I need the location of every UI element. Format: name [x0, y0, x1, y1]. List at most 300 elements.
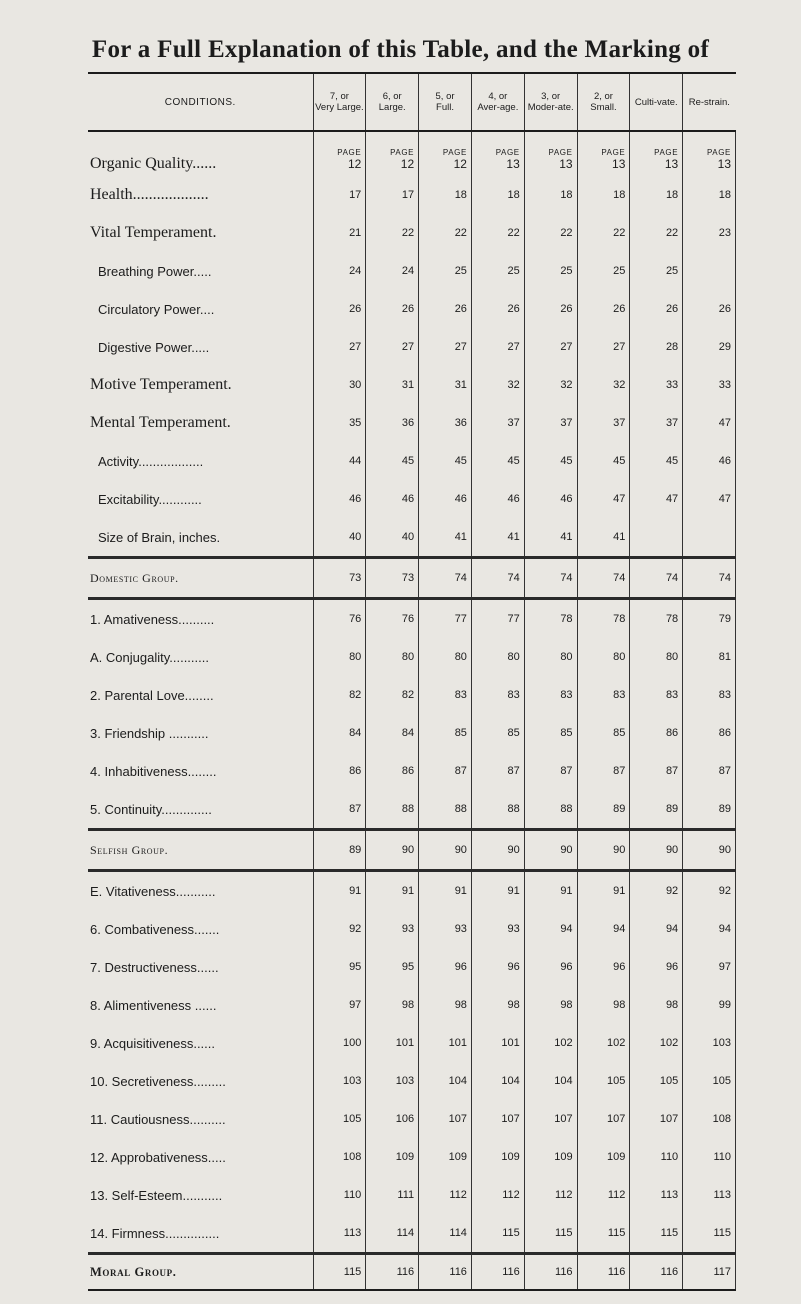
page-number-cell [419, 252, 472, 290]
page-number: 13 [506, 157, 520, 171]
page-number: 116 [607, 1266, 626, 1278]
column-name: Very Large. [315, 102, 364, 113]
page-number-cell [313, 986, 366, 1024]
page-number: 115 [713, 1227, 731, 1239]
table-row [88, 252, 736, 290]
page-number: 90 [718, 844, 731, 856]
page-number-cell [313, 328, 366, 366]
page-number-cell [313, 442, 366, 480]
page-number-cell [524, 131, 577, 176]
condition-label: Breathing Power..... [88, 252, 313, 290]
condition-label: 3. Friendship ........... [88, 714, 313, 752]
page-number: 26 [454, 303, 467, 315]
page-number: 110 [660, 1151, 679, 1163]
page-number-cell [471, 131, 524, 176]
page-number-cell [471, 676, 524, 714]
page-number: 89 [665, 803, 679, 815]
page-number-cell [419, 176, 472, 214]
page-number: 74 [454, 572, 467, 584]
page-number-cell [524, 176, 577, 214]
page-caption: PAGE [337, 148, 362, 157]
page-number-cell [630, 1138, 683, 1176]
page-number: 46 [454, 493, 467, 505]
page-number: 98 [613, 999, 626, 1011]
page-number: 89 [718, 803, 731, 815]
page-number-cell [524, 830, 577, 871]
page-number-cell [366, 676, 419, 714]
page-number: 33 [718, 379, 731, 391]
page-number: 37 [665, 417, 679, 429]
page-number-cell [366, 790, 419, 830]
table-row [88, 404, 736, 442]
page-number-cell [524, 214, 577, 252]
page-number: 13 [612, 157, 626, 171]
table-row [88, 176, 736, 214]
page-caption: PAGE [495, 148, 520, 157]
page-number-cell [524, 948, 577, 986]
page-number-cell [313, 790, 366, 830]
page-number: 21 [349, 227, 362, 239]
page-number-cell [471, 176, 524, 214]
page-number: 94 [613, 923, 626, 935]
page-number: 115 [343, 1266, 362, 1278]
page-number-cell [471, 752, 524, 790]
column-name: Culti-vate. [634, 96, 678, 108]
page-number: 97 [718, 961, 731, 973]
page-number-cell [366, 558, 419, 599]
page-number: 84 [401, 727, 415, 739]
page-number: 102 [607, 1037, 626, 1049]
page-number: 77 [454, 613, 467, 625]
page-number-cell [471, 366, 524, 404]
page-caption: PAGE [654, 148, 679, 157]
page-number-cell [630, 328, 683, 366]
page-number: 46 [507, 493, 520, 505]
page-number-cell [577, 518, 630, 558]
page-number-cell [313, 948, 366, 986]
page-number: 101 [448, 1037, 467, 1049]
page-number-cell [524, 871, 577, 911]
page-number: 18 [560, 189, 573, 201]
page-number: 83 [507, 689, 520, 701]
page-number-cell [366, 1254, 419, 1291]
page-number: 26 [613, 303, 626, 315]
page-number: 96 [507, 961, 520, 973]
page-number: 100 [342, 1037, 362, 1049]
page-number-cell [683, 910, 736, 948]
column-number: 2, or [593, 91, 613, 102]
page-number-cell [419, 599, 472, 639]
table-row [88, 638, 736, 676]
page-number-cell [683, 1138, 736, 1176]
page-number-cell [471, 714, 524, 752]
page-number: 81 [718, 651, 731, 663]
page-number-cell [419, 986, 472, 1024]
page-number-cell [683, 948, 736, 986]
page-number: 90 [507, 844, 520, 856]
page-number-cell [419, 1024, 472, 1062]
page-number: 88 [560, 803, 573, 815]
page-number-cell [630, 599, 683, 639]
page-number-cell [471, 871, 524, 911]
page-number-cell [419, 910, 472, 948]
page-number-cell [366, 1176, 419, 1214]
column-name: Moder-ate. [527, 102, 574, 113]
page-number: 89 [613, 803, 626, 815]
page-number-cell [313, 676, 366, 714]
page-number: 103 [712, 1037, 731, 1049]
page-number-cell [577, 1062, 630, 1100]
page-number-cell [524, 676, 577, 714]
table-row [88, 599, 736, 639]
page-number: 47 [718, 493, 731, 505]
page-number-cell [471, 442, 524, 480]
page-number: 80 [349, 651, 362, 663]
page-number: 32 [507, 379, 520, 391]
page-number: 112 [607, 1189, 626, 1201]
page-number: 86 [401, 765, 415, 777]
page-number-cell [524, 1214, 577, 1254]
page-number: 91 [349, 885, 362, 897]
column-header [366, 73, 419, 131]
page-number: 27 [454, 341, 467, 353]
page-caption: PAGE [442, 148, 467, 157]
page-number-cell [313, 752, 366, 790]
page-number-cell [471, 1214, 524, 1254]
page-number-cell [524, 1062, 577, 1100]
page-number-cell [471, 1176, 524, 1214]
page-number: 102 [659, 1037, 679, 1049]
page-number-cell [577, 290, 630, 328]
page-number: 89 [349, 844, 362, 856]
page-number-cell [683, 252, 736, 290]
column-number: 4, or [488, 91, 508, 102]
page-number-cell [366, 252, 419, 290]
page-number: 92 [349, 923, 362, 935]
page-number-cell [419, 1254, 472, 1291]
page-number: 113 [660, 1189, 679, 1201]
table-row [88, 986, 736, 1024]
page-number-cell [524, 599, 577, 639]
page-number: 98 [560, 999, 573, 1011]
page-number-cell [683, 1254, 736, 1291]
page-number-cell [471, 1024, 524, 1062]
page-number-cell [630, 948, 683, 986]
page-number: 108 [712, 1113, 731, 1125]
condition-label: Activity.................. [88, 442, 313, 480]
page-number: 96 [454, 961, 467, 973]
page-number-cell [313, 638, 366, 676]
page-number: 26 [401, 303, 415, 315]
page-number: 108 [342, 1151, 362, 1163]
page-number: 25 [560, 265, 573, 277]
page-number: 85 [454, 727, 467, 739]
page-number: 109 [501, 1151, 520, 1163]
page-number: 25 [665, 265, 679, 277]
page-number: 83 [560, 689, 573, 701]
page-number-cell [366, 131, 419, 176]
page-number: 99 [718, 999, 731, 1011]
page-number: 105 [342, 1113, 362, 1125]
page-number-cell [366, 518, 419, 558]
page-title: For a Full Explanation of this Table, and the Marking of [91, 36, 710, 63]
page-number: 105 [659, 1075, 679, 1087]
page-number: 111 [397, 1189, 415, 1201]
page-number-cell [683, 442, 736, 480]
page-number: 86 [349, 765, 362, 777]
table-row [88, 1214, 736, 1254]
page-number-cell [683, 986, 736, 1024]
page-number-cell [577, 752, 630, 790]
condition-label: 11. Cautiousness.......... [88, 1100, 313, 1138]
page-number-cell [524, 1254, 577, 1291]
page-number: 46 [718, 455, 731, 467]
page-number-cell [577, 830, 630, 871]
page-number: 45 [507, 455, 520, 467]
page-number-cell [524, 558, 577, 599]
page-number: 87 [454, 765, 467, 777]
page-number-cell [471, 480, 524, 518]
page-number: 83 [613, 689, 626, 701]
condition-label: Size of Brain, inches. [88, 518, 313, 558]
page-number: 86 [718, 727, 731, 739]
page-number: 98 [454, 999, 467, 1011]
page-number: 80 [454, 651, 467, 663]
page-number: 88 [401, 803, 415, 815]
page-number-cell [577, 328, 630, 366]
page-number: 24 [401, 265, 415, 277]
page-number-cell [366, 638, 419, 676]
page-number: 91 [401, 885, 415, 897]
page-number-cell [577, 1138, 630, 1176]
page-number-cell [419, 1062, 472, 1100]
page-number: 109 [448, 1151, 467, 1163]
page-number-cell [313, 252, 366, 290]
condition-label: 7. Destructiveness...... [88, 948, 313, 986]
page-number-cell [419, 752, 472, 790]
page-number: 113 [713, 1189, 731, 1201]
page-number-cell [524, 986, 577, 1024]
page-number: 37 [613, 417, 626, 429]
page-number: 22 [665, 227, 679, 239]
page-number-cell [683, 131, 736, 176]
page-number: 47 [665, 493, 679, 505]
page-number-cell [577, 366, 630, 404]
page-number-cell [366, 366, 419, 404]
page-number-cell [419, 480, 472, 518]
page-number-cell [419, 1214, 472, 1254]
page-number: 36 [401, 417, 415, 429]
page-number: 77 [507, 613, 520, 625]
page-number-cell [366, 176, 419, 214]
page-number-cell [577, 1214, 630, 1254]
page-number-cell [630, 480, 683, 518]
page-number-cell [419, 214, 472, 252]
page-number-cell [683, 714, 736, 752]
page-number: 87 [613, 765, 626, 777]
page-number-cell [366, 290, 419, 328]
page-number: 47 [718, 417, 731, 429]
page-number-cell [630, 714, 683, 752]
condition-label: 14. Firmness............... [88, 1214, 313, 1254]
page-number: 35 [349, 417, 362, 429]
page-number: 106 [395, 1113, 415, 1125]
page-number: 18 [454, 189, 467, 201]
page-number-cell [471, 1062, 524, 1100]
page-number-cell [313, 131, 366, 176]
page-number-cell [366, 480, 419, 518]
condition-label: Vital Temperament. [88, 214, 313, 252]
page-number: 37 [560, 417, 573, 429]
page-number-cell [630, 1254, 683, 1291]
page-number-cell [313, 214, 366, 252]
page-number-cell [366, 442, 419, 480]
phrenology-chart-table [88, 72, 736, 1291]
page-number-cell [524, 910, 577, 948]
page-number: 93 [507, 923, 520, 935]
page-number-cell [630, 1024, 683, 1062]
page-number-cell [313, 1214, 366, 1254]
condition-label: 13. Self-Esteem........... [88, 1176, 313, 1214]
page-number-cell [577, 131, 630, 176]
page-number-cell [366, 752, 419, 790]
page-number-cell [524, 404, 577, 442]
page-number: 33 [665, 379, 679, 391]
table-row [88, 830, 736, 871]
page-number: 22 [560, 227, 573, 239]
page-number: 25 [613, 265, 626, 277]
condition-label: 2. Parental Love........ [88, 676, 313, 714]
page-number: 107 [448, 1113, 467, 1125]
page-number: 105 [712, 1075, 731, 1087]
page-number: 30 [349, 379, 362, 391]
page-number-cell [366, 948, 419, 986]
page-number: 74 [560, 572, 573, 584]
page-number-cell [524, 790, 577, 830]
page-number: 73 [401, 572, 415, 584]
page-number: 13 [717, 157, 731, 171]
page-number: 25 [454, 265, 467, 277]
page-number-cell [683, 366, 736, 404]
page-number: 40 [401, 531, 415, 543]
page-number-cell [366, 1214, 419, 1254]
page-number-cell [683, 676, 736, 714]
page-number: 27 [401, 341, 415, 353]
page-number-cell [630, 290, 683, 328]
condition-label: 9. Acquisitiveness...... [88, 1024, 313, 1062]
page-number: 80 [507, 651, 520, 663]
page-number: 47 [613, 493, 626, 505]
page-number: 22 [613, 227, 626, 239]
page-number: 26 [665, 303, 679, 315]
page-number-cell [419, 676, 472, 714]
page-number-cell [524, 752, 577, 790]
page-number: 96 [613, 961, 626, 973]
page-number: 27 [507, 341, 520, 353]
page-number: 87 [665, 765, 679, 777]
page-number: 83 [665, 689, 679, 701]
page-number: 83 [718, 689, 731, 701]
page-number: 115 [660, 1227, 679, 1239]
page-number-cell [471, 986, 524, 1024]
page-number: 41 [560, 531, 573, 543]
page-number-cell [313, 518, 366, 558]
page-number-cell [419, 366, 472, 404]
page-number: 90 [560, 844, 573, 856]
conditions-header: CONDITIONS. [88, 73, 313, 131]
page-number: 12 [453, 157, 467, 171]
page-number-cell [366, 714, 419, 752]
page-number-cell [524, 638, 577, 676]
page-number: 116 [396, 1266, 415, 1278]
condition-label: Excitability............ [88, 480, 313, 518]
page-number-cell [419, 714, 472, 752]
page-number-cell [419, 328, 472, 366]
page-number-cell [313, 830, 366, 871]
page-number: 74 [665, 572, 679, 584]
page-number: 116 [555, 1266, 573, 1278]
page-number-cell [683, 480, 736, 518]
page-number-cell [683, 404, 736, 442]
page-number-cell [313, 871, 366, 911]
condition-label: 6. Combativeness....... [88, 910, 313, 948]
table-row [88, 518, 736, 558]
page-number-cell [577, 214, 630, 252]
page-number: 23 [718, 227, 731, 239]
page-number-cell [630, 518, 683, 558]
column-number: 6, or [382, 91, 402, 102]
page-number: 36 [454, 417, 467, 429]
page-number-cell [419, 638, 472, 676]
page-number-cell [524, 366, 577, 404]
page-number-cell [366, 214, 419, 252]
column-header [419, 73, 472, 131]
page-number: 26 [349, 303, 362, 315]
page-number: 13 [664, 157, 679, 171]
page-number-cell [419, 442, 472, 480]
page-number-cell [313, 1100, 366, 1138]
page-number: 102 [554, 1037, 573, 1049]
page-number-cell [471, 404, 524, 442]
table-row [88, 1176, 736, 1214]
page-number: 93 [454, 923, 467, 935]
page-number-cell [313, 404, 366, 442]
table-row [88, 442, 736, 480]
page-number: 28 [665, 341, 679, 353]
page-number-cell [366, 830, 419, 871]
page-number-cell [683, 790, 736, 830]
page-number: 93 [401, 923, 415, 935]
table-row [88, 1024, 736, 1062]
page-number-cell [524, 442, 577, 480]
page-number: 82 [401, 689, 415, 701]
page-number-cell [524, 328, 577, 366]
page-number: 12 [400, 157, 415, 171]
page-number-cell [630, 638, 683, 676]
page-number-cell [683, 328, 736, 366]
page-number: 27 [613, 341, 626, 353]
page-number-cell [630, 1062, 683, 1100]
page-number: 78 [560, 613, 573, 625]
page-number-cell [630, 558, 683, 599]
page-number: 107 [607, 1113, 626, 1125]
table-row [88, 366, 736, 404]
page-number-cell [630, 404, 683, 442]
page-number-cell [630, 910, 683, 948]
page-number: 45 [454, 455, 467, 467]
page-number-cell [419, 404, 472, 442]
page-number-cell [471, 830, 524, 871]
